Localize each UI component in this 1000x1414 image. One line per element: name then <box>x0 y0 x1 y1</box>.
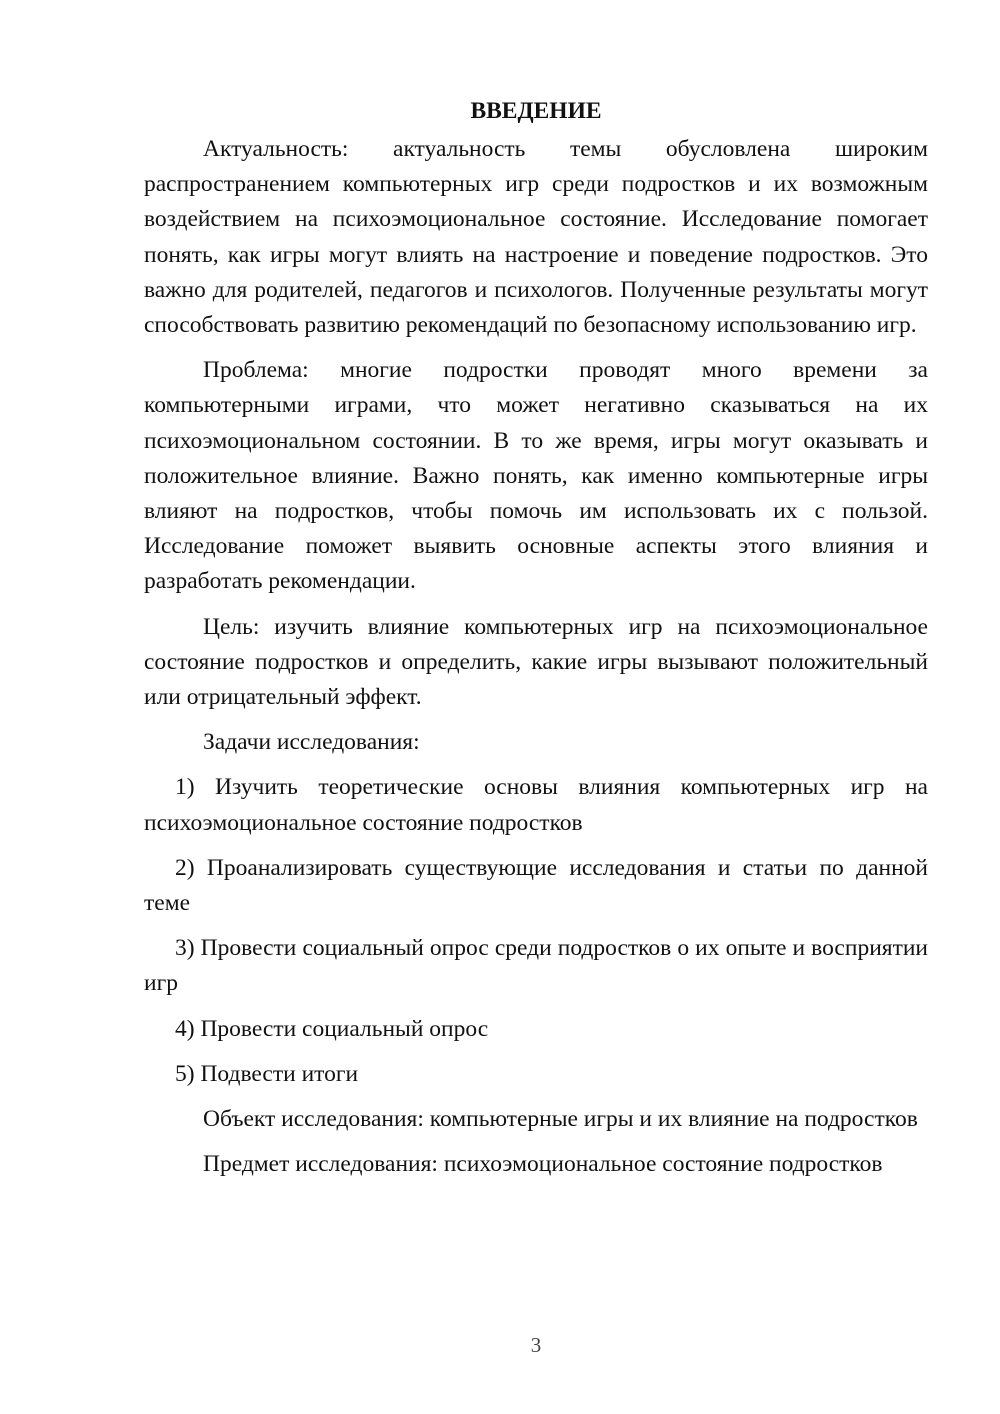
task-item: 5) Подвести итоги <box>175 1060 359 1087</box>
paragraph-subject: Предмет исследования: психоэмоциональное состояние подростков <box>203 1151 883 1178</box>
paragraph-problem: Проблема: многие подростки проводят много времени за компьютерными играми, что может негативно сказываться на их психоэмоциональном состоянии. В то же время, игры могут оказывать и положительное влияние. Важно понять, как именно компьютерные игры влияют на подростков, чтобы помочь им использовать их с пользой. Исследование поможет выявить основные аспекты этого влияния и разработать рекомендации. <box>144 357 928 595</box>
page-title: ВВЕДЕНИЕ <box>470 98 602 124</box>
page-content <box>144 94 928 1192</box>
task-item: 4) Провести социальный опрос <box>175 1015 489 1042</box>
task-item: 1) Изучить теоретические основы влияния компьютерных игр на психоэмоциональное состояние подростков <box>144 774 928 836</box>
paragraph-goal: Цель: изучить влияние компьютерных игр на психоэмоциональное состояние подростков и определить, какие игры вызывают положительный или отрицательный эффект. <box>144 613 928 711</box>
paragraph-tasks-heading: Задачи исследования: <box>203 729 420 756</box>
task-item: 2) Проанализировать существующие исследования и статьи по данной теме <box>144 854 928 917</box>
task-item: 3) Провести социальный опрос среди подростков о их опыте и восприятии игр <box>144 935 928 997</box>
page-number: 3 <box>530 1333 542 1357</box>
paragraph-relevance: Актуальность: актуальность темы обусловлена широким распространением компьютерных игр среди подростков и их возможным воздействием на психоэмоциональное состояние. Исследование помогает понять, как игры могут влиять на настроение и поведение подростков. Это важно для родителей, педагогов и психологов. Полученные результаты могут способствовать развитию рекомендаций по безопасному использованию игр. <box>144 136 928 339</box>
paragraph-object: Объект исследования: компьютерные игры и их влияние на подростков <box>203 1106 918 1133</box>
